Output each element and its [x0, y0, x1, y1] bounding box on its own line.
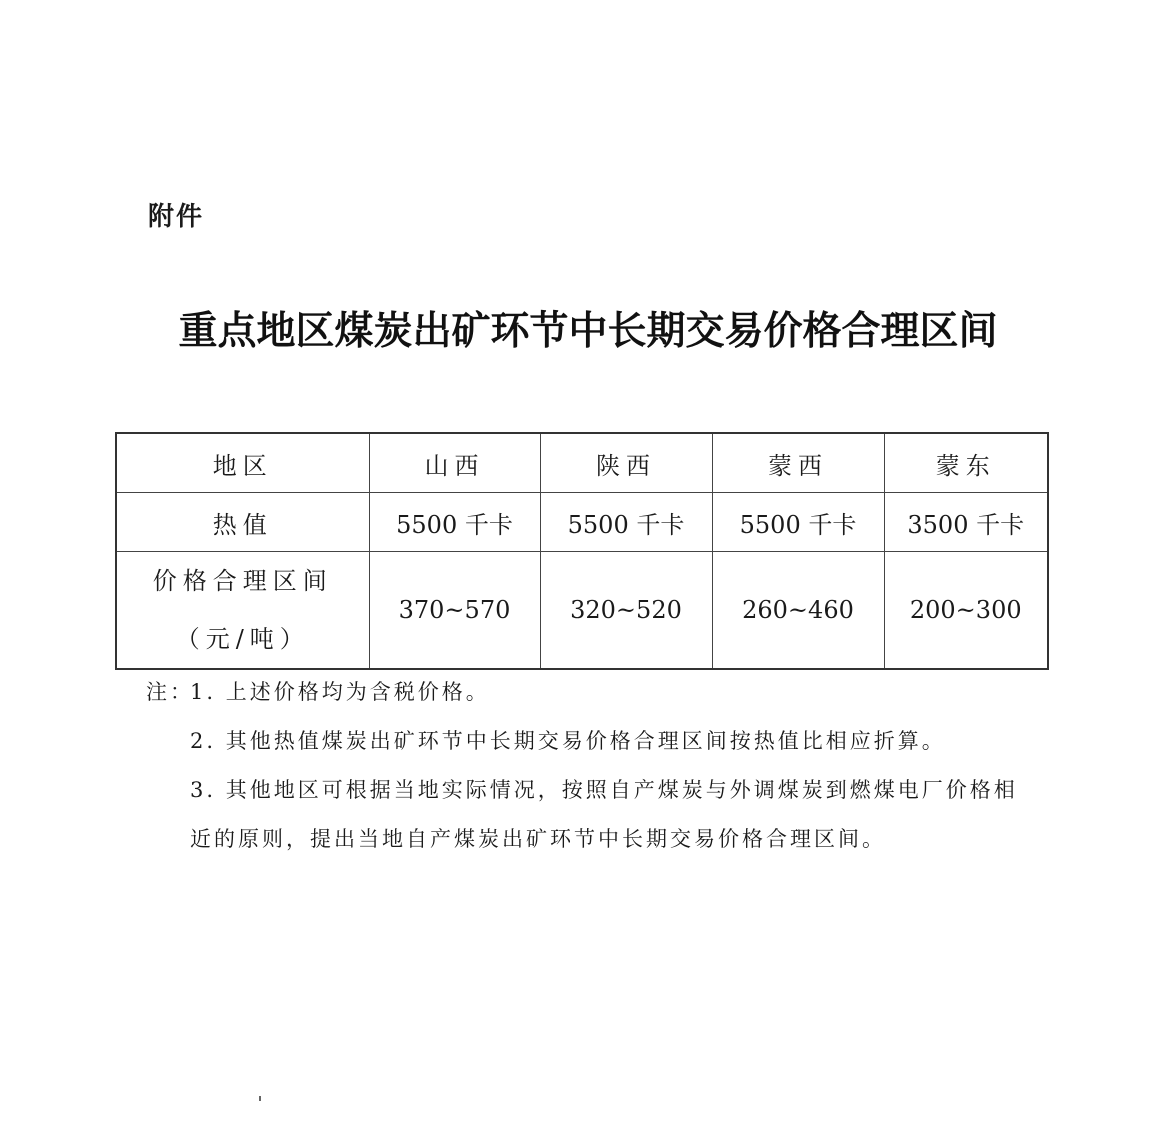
row-label-price-range [116, 552, 369, 670]
header-cell-mengdong: 蒙东 [884, 433, 1048, 493]
price-label-unit: （元/吨） [175, 625, 310, 653]
notes-prefix: 注： [146, 680, 194, 704]
heat-cell-mengdong: 3500 千卡 [884, 493, 1048, 552]
price-label-line1: 价格合理区间 [152, 567, 333, 595]
note-item-1: 1. 上述价格均为含税价格。 [190, 680, 490, 704]
table-header-row [116, 433, 1048, 493]
header-cell-region: 地区 [116, 433, 369, 493]
price-cell-mengdong: 200~300 [884, 552, 1048, 670]
price-cell-shanxi: 370~570 [369, 552, 540, 670]
price-cell-shaanxi: 320~520 [540, 552, 712, 670]
price-cell-mengxi: 260~460 [712, 552, 884, 670]
document-title: 重点地区煤炭出矿环节中长期交易价格合理区间 [178, 308, 998, 354]
header-cell-mengxi: 蒙西 [712, 433, 884, 493]
table-row-price-range [116, 552, 1048, 670]
attachment-label: 附件 [148, 202, 205, 232]
row-label-heat-value: 热值 [116, 493, 369, 552]
heat-cell-mengxi: 5500 千卡 [712, 493, 884, 552]
heat-cell-shaanxi: 5500 千卡 [540, 493, 712, 552]
heat-cell-shanxi: 5500 千卡 [369, 493, 540, 552]
table-row-heat-value [116, 493, 1048, 552]
note-item-3: 3. 其他地区可根据当地实际情况，按照自产煤炭与外调煤炭到燃煤电厂价格相 [190, 778, 1018, 802]
note-item-3-continued: 近的原则，提出当地自产煤炭出矿环节中长期交易价格合理区间。 [190, 827, 886, 851]
header-cell-shanxi: 山西 [369, 433, 540, 493]
note-item-2: 2. 其他热值煤炭出矿环节中长期交易价格合理区间按热值比相应折算。 [190, 729, 946, 753]
header-cell-shaanxi: 陕西 [540, 433, 712, 493]
scan-speck [259, 1096, 261, 1101]
price-range-table [115, 432, 1049, 670]
